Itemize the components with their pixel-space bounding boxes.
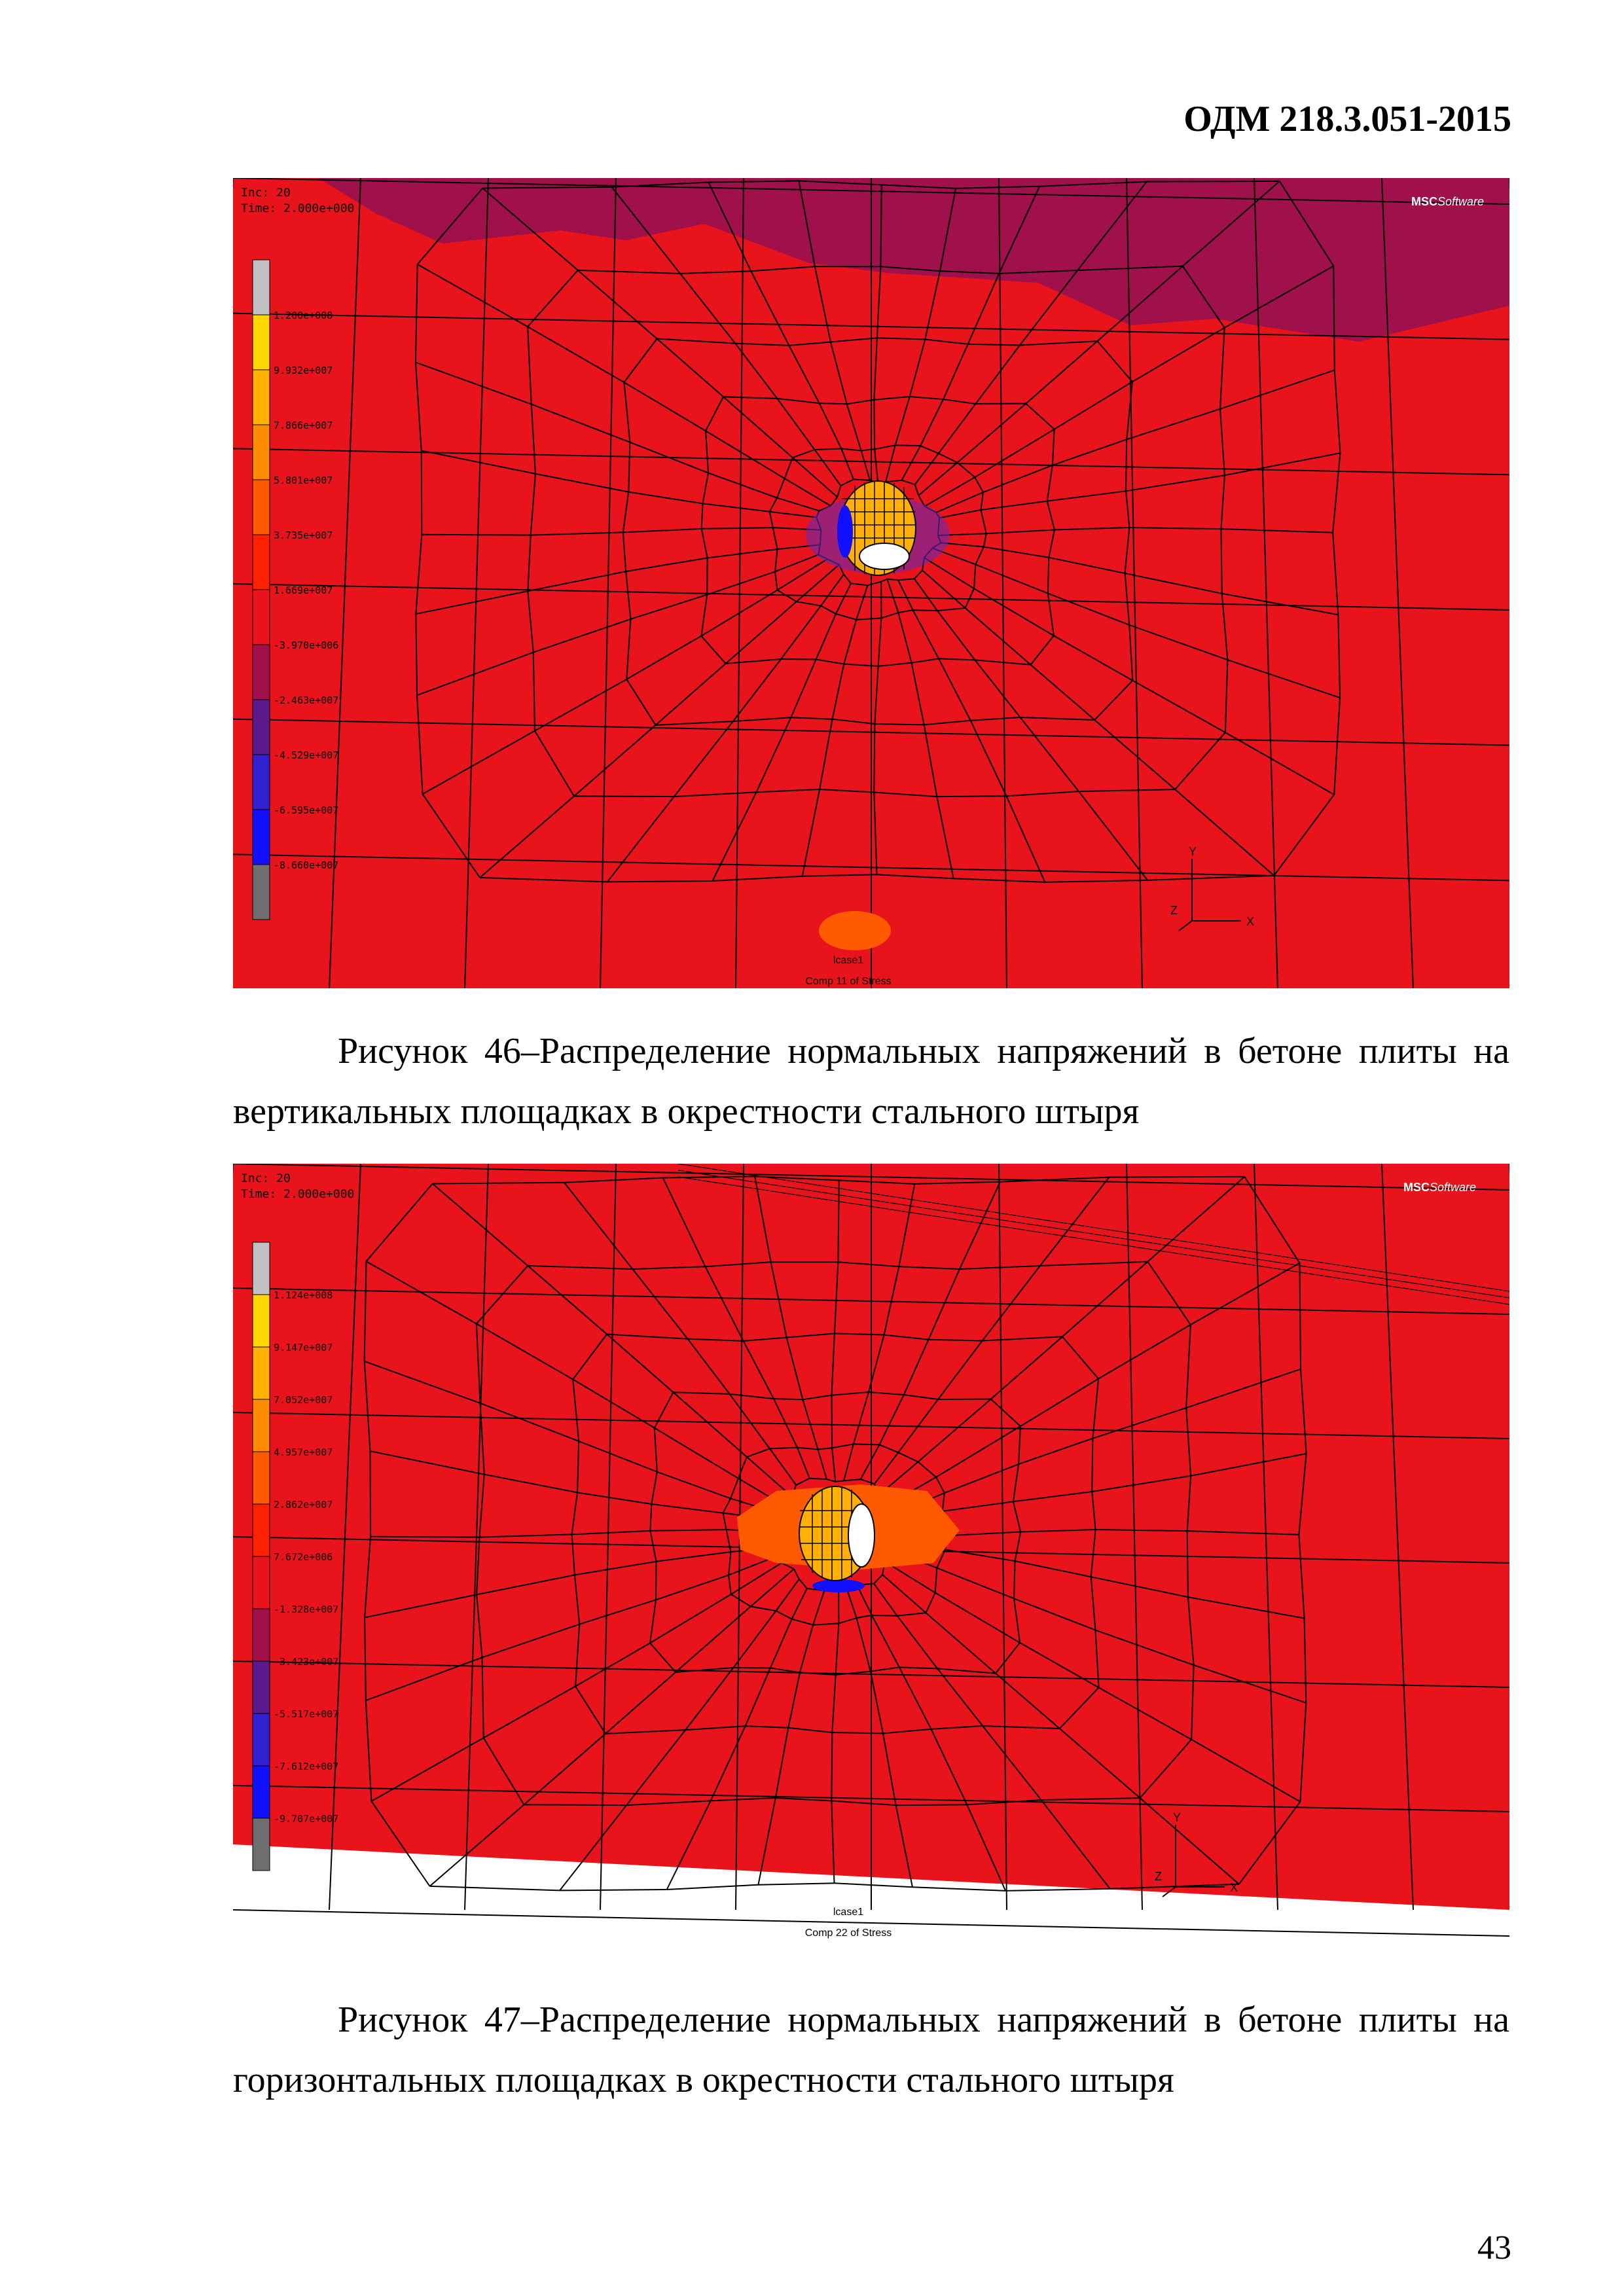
figure-46 — [233, 178, 1509, 996]
legend-value: 7.866e+007 — [274, 420, 333, 431]
time-label: Time: 2.000e+000 — [241, 1187, 355, 1201]
legend-swatch — [253, 1661, 270, 1713]
legend-value: 9.147e+007 — [274, 1342, 333, 1354]
mesh-line — [831, 1395, 832, 1448]
figure-47 — [233, 1164, 1509, 1949]
legend-swatch — [253, 1295, 270, 1347]
legend-swatch — [253, 1399, 270, 1452]
msc-software-logo — [1411, 195, 1484, 208]
legend-swatch — [253, 590, 270, 645]
legend-swatch — [253, 1609, 270, 1661]
figure-47-caption — [233, 1990, 1509, 2110]
lcase-label: lcase1 — [833, 1907, 864, 1918]
fea-stress-plot-1 — [233, 178, 1509, 996]
legend-value: 7.672e+006 — [274, 1551, 333, 1563]
legend-value: 5.801e+007 — [274, 475, 333, 486]
legend-swatch — [253, 865, 270, 920]
legend-value: 7.052e+007 — [274, 1394, 333, 1406]
legend-swatch — [253, 1452, 270, 1504]
msc-software-logo — [1403, 1181, 1476, 1194]
legend-swatch — [253, 370, 270, 425]
axis-x-label: X — [1246, 915, 1255, 928]
legend-value: -2.463e+007 — [274, 694, 339, 706]
legend-value: 1.200e+008 — [274, 310, 333, 321]
legend-value: 2.862e+007 — [274, 1499, 333, 1511]
caption-line-1: Рисунок 46–Распределение нормальных напряжений в бетоне плиты на — [338, 1031, 1509, 1071]
legend-value: -4.529e+007 — [274, 749, 339, 761]
mesh-line — [524, 1804, 626, 1805]
axis-y-label: Y — [1189, 845, 1197, 858]
mesh-line — [1126, 439, 1127, 491]
svg-text:MSC: MSC — [1403, 1181, 1430, 1194]
mesh-line — [1187, 1531, 1188, 1597]
legend-value: -6.595e+007 — [274, 804, 339, 816]
mesh-line — [831, 1732, 832, 1801]
legend-value: -1.328e+007 — [274, 1604, 339, 1615]
svg-text:MSC: MSC — [1411, 195, 1437, 208]
legend-value: 3.735e+007 — [274, 529, 333, 541]
legend-value: -9.707e+007 — [274, 1813, 339, 1825]
legend-value: -7.612e+007 — [274, 1761, 339, 1772]
time-label: Time: 2.000e+000 — [241, 202, 355, 215]
legend-swatch — [253, 1347, 270, 1399]
legend-value: 9.932e+007 — [274, 365, 333, 376]
legend-swatch — [253, 1818, 270, 1871]
document-code: ОДМ 218.3.051-2015 — [1183, 99, 1511, 139]
page-number: 43 — [1477, 2229, 1511, 2267]
legend-swatch — [253, 535, 270, 590]
axis-z-label: Z — [1155, 1870, 1162, 1883]
mesh-line — [835, 1480, 844, 1481]
mesh-line — [875, 724, 924, 725]
fea-stress-plot-2 — [233, 1164, 1509, 1949]
legend-swatch — [253, 1504, 270, 1556]
caption-line-1: Рисунок 47–Распределение нормальных напряжений в бетоне плиты на — [338, 2000, 1509, 2040]
mesh-line — [874, 724, 875, 792]
legend-swatch — [253, 700, 270, 755]
caption-line-2: вертикальных площадках в окрестности стального штыря — [233, 1091, 1140, 1132]
mesh-line — [370, 1451, 371, 1537]
caption-line-2: горизонтальных площадках в окрестности стального штыря — [233, 2060, 1174, 2100]
mesh-line — [937, 796, 1006, 797]
mesh-line — [832, 1732, 883, 1733]
legend-swatch — [253, 425, 270, 480]
mesh-line — [895, 445, 921, 446]
mesh-line — [820, 403, 847, 404]
legend-swatch — [253, 1713, 270, 1766]
inc-label: Inc: 20 — [241, 1172, 291, 1185]
legend-value: -5.517e+007 — [274, 1708, 339, 1720]
legend-value: 1.669e+007 — [274, 584, 333, 596]
mesh-line — [896, 1804, 967, 1805]
legend-swatch — [253, 810, 270, 865]
svg-text:Software: Software — [1430, 1181, 1477, 1194]
legend-value: -3.970e+006 — [274, 639, 339, 651]
figure-46-caption — [233, 1021, 1509, 1141]
inc-label: Inc: 20 — [241, 186, 291, 200]
lcase-label: lcase1 — [833, 955, 864, 966]
legend-swatch — [253, 1766, 270, 1818]
legend-swatch — [253, 480, 270, 535]
component-label: Comp 22 of Stress — [804, 1928, 892, 1939]
legend-swatch — [253, 1556, 270, 1609]
legend-swatch — [253, 260, 270, 315]
axis-y-label: Y — [1173, 1811, 1182, 1824]
legend-value: -8.660e+007 — [274, 859, 339, 871]
mesh-line — [874, 400, 875, 450]
legend-swatch — [253, 1242, 270, 1295]
mesh-line — [872, 1615, 897, 1616]
legend-value: 1.124e+008 — [274, 1289, 333, 1301]
svg-text:Software: Software — [1437, 195, 1485, 208]
mesh-line — [913, 610, 937, 611]
axis-x-label: X — [1230, 1881, 1238, 1894]
legend-value: 4.957e+007 — [274, 1446, 333, 1458]
mesh-line — [574, 796, 674, 797]
legend-swatch — [253, 755, 270, 810]
axis-z-label: Z — [1170, 904, 1178, 917]
mesh-line — [1147, 181, 1280, 182]
legend-value: -3.423e+007 — [274, 1656, 339, 1668]
legend-swatch — [253, 315, 270, 370]
component-label: Comp 11 of Stress — [805, 976, 892, 987]
legend-swatch — [253, 645, 270, 700]
